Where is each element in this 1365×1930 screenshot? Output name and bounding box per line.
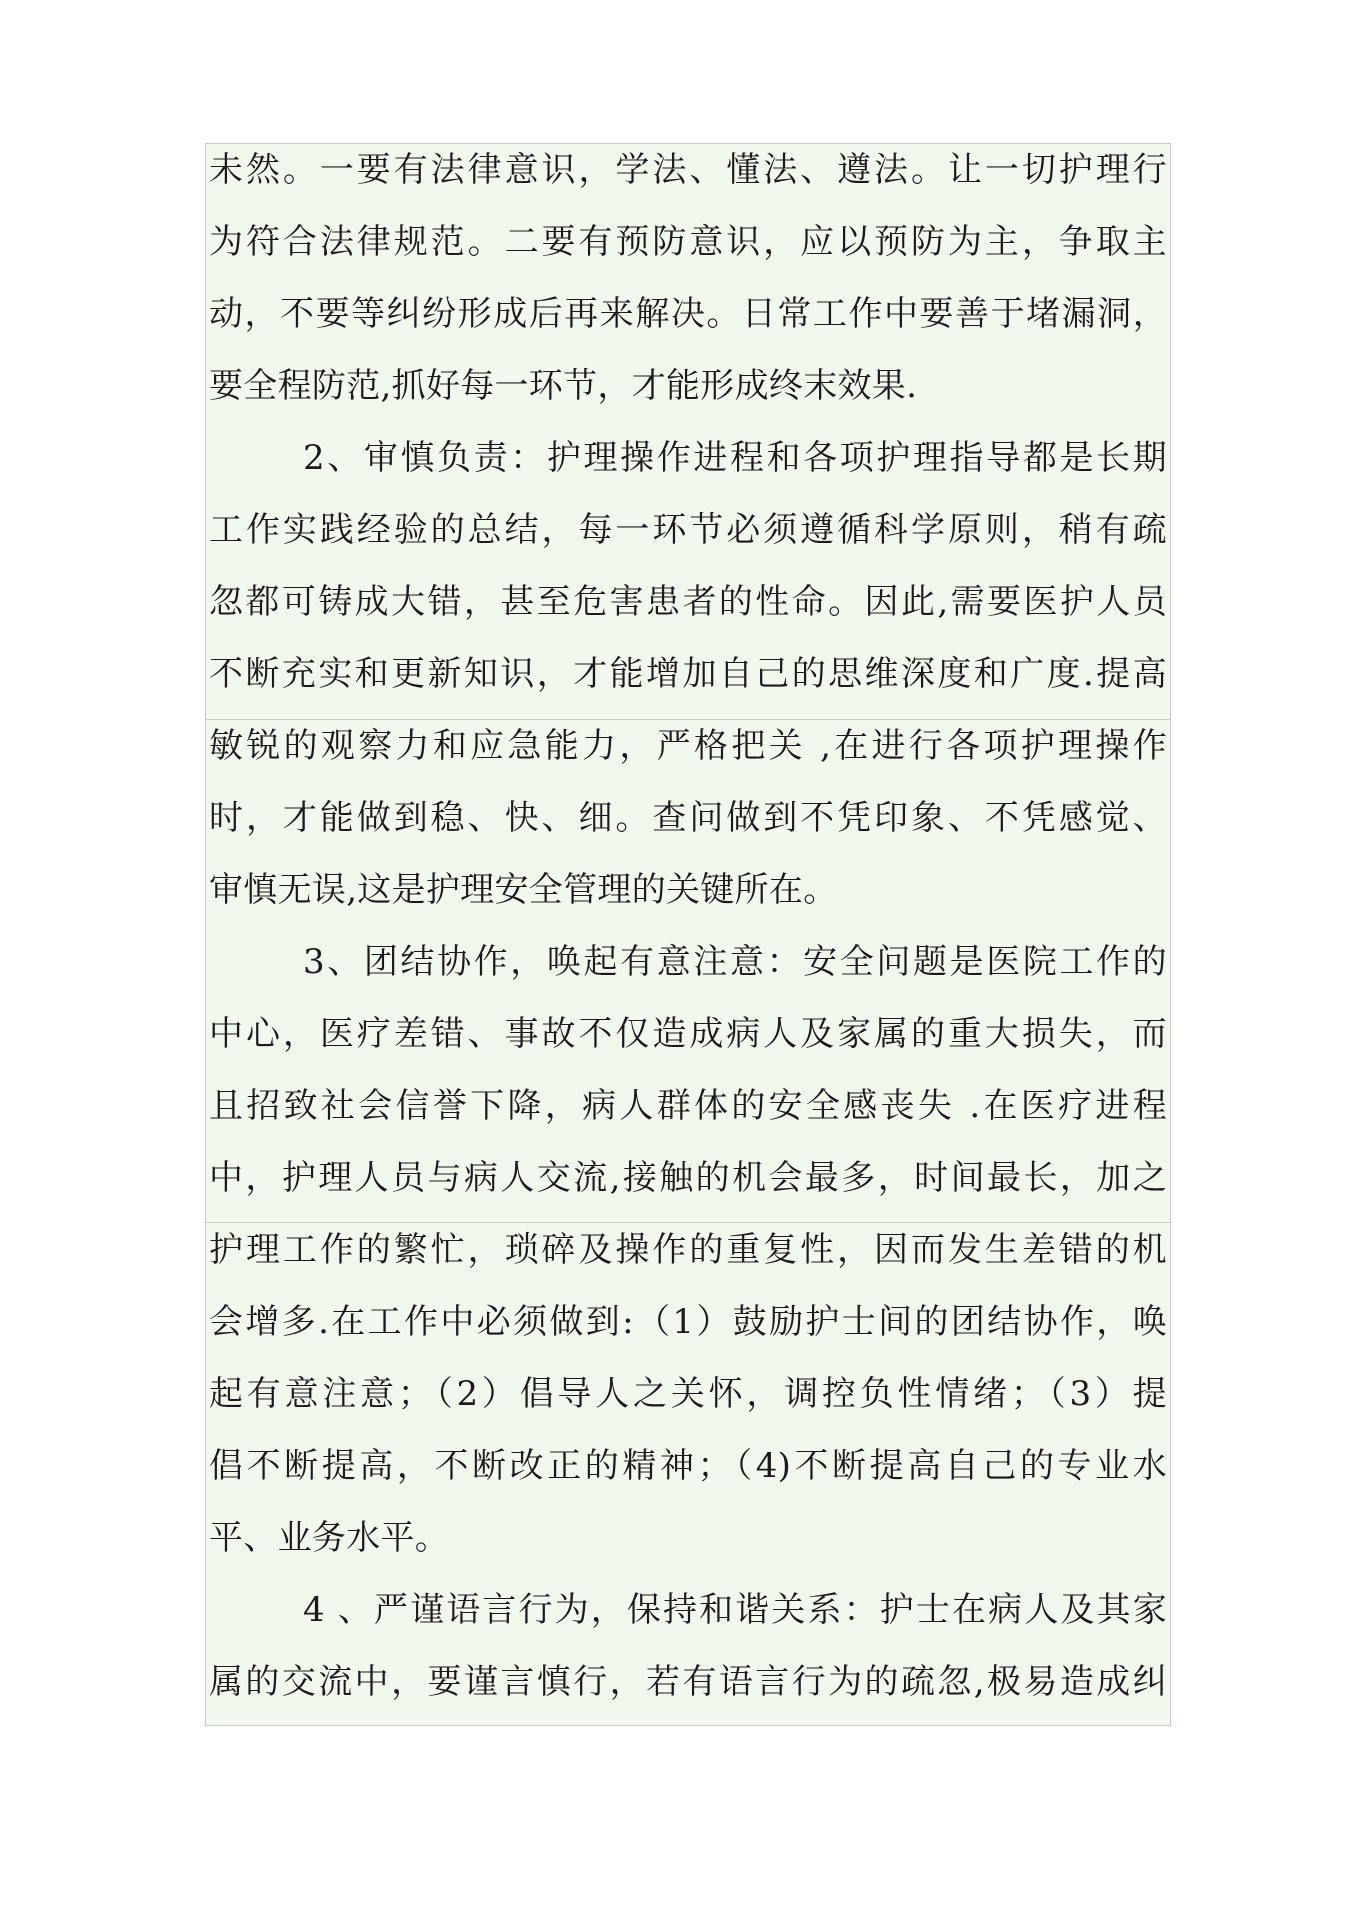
- text-line: 起有意注意；（2）倡导人之关怀，调控负性情绪；（3）提: [209, 1374, 1167, 1414]
- paragraph-heading-4: 4 、严谨语言行为，保持和谐关系：护士在病人及其家: [303, 1590, 1167, 1630]
- text-line: 护理工作的繁忙，琐碎及操作的重复性，因而发生差错的机: [209, 1230, 1167, 1270]
- text-line: 审慎无误,这是护理安全管理的关键所在。: [209, 870, 838, 910]
- text-line: 且招致社会信誉下降，病人群体的安全感丧失 .在医疗进程: [209, 1086, 1167, 1126]
- paragraph-heading-2: 2、审慎负责：护理操作进程和各项护理指导都是长期: [303, 438, 1167, 478]
- text-line: 要全程防范,抓好每一环节，才能形成终末效果.: [209, 366, 918, 406]
- text-line: 中，护理人员与病人交流,接触的机会最多，时间最长，加之: [209, 1158, 1167, 1198]
- text-line: 时，才能做到稳、快、细。查问做到不凭印象、不凭感觉、: [209, 798, 1167, 838]
- text-line: 动，不要等纠纷形成后再来解决。日常工作中要善于堵漏洞，: [209, 294, 1167, 334]
- text-line: 属的交流中，要谨言慎行，若有语言行为的疏忽,极易造成纠: [209, 1662, 1167, 1702]
- text-line: 未然。一要有法律意识，学法、懂法、遵法。让一切护理行: [209, 150, 1167, 190]
- text-line: 会增多.在工作中必须做到:（1）鼓励护士间的团结协作，唤: [209, 1302, 1167, 1342]
- paragraph-heading-3: 3、团结协作，唤起有意注意：安全问题是医院工作的: [303, 942, 1167, 982]
- text-line: 敏锐的观察力和应急能力，严格把关 ,在进行各项护理操作: [209, 726, 1167, 766]
- text-line: 平、业务水平。: [209, 1518, 450, 1558]
- text-line: 忽都可铸成大错，甚至危害患者的性命。因此,需要医护人员: [209, 582, 1167, 622]
- text-line: 不断充实和更新知识，才能增加自己的思维深度和广度.提高: [209, 654, 1167, 694]
- text-line: 工作实践经验的总结，每一环节必须遵循科学原则，稍有疏: [209, 510, 1167, 550]
- text-line: 中心，医疗差错、事故不仅造成病人及家属的重大损失，而: [209, 1014, 1167, 1054]
- text-line: 倡不断提高，不断改正的精神；（4)不断提高自己的专业水: [209, 1446, 1167, 1486]
- text-line: 为符合法律规范。二要有预防意识，应以预防为主，争取主: [209, 222, 1167, 262]
